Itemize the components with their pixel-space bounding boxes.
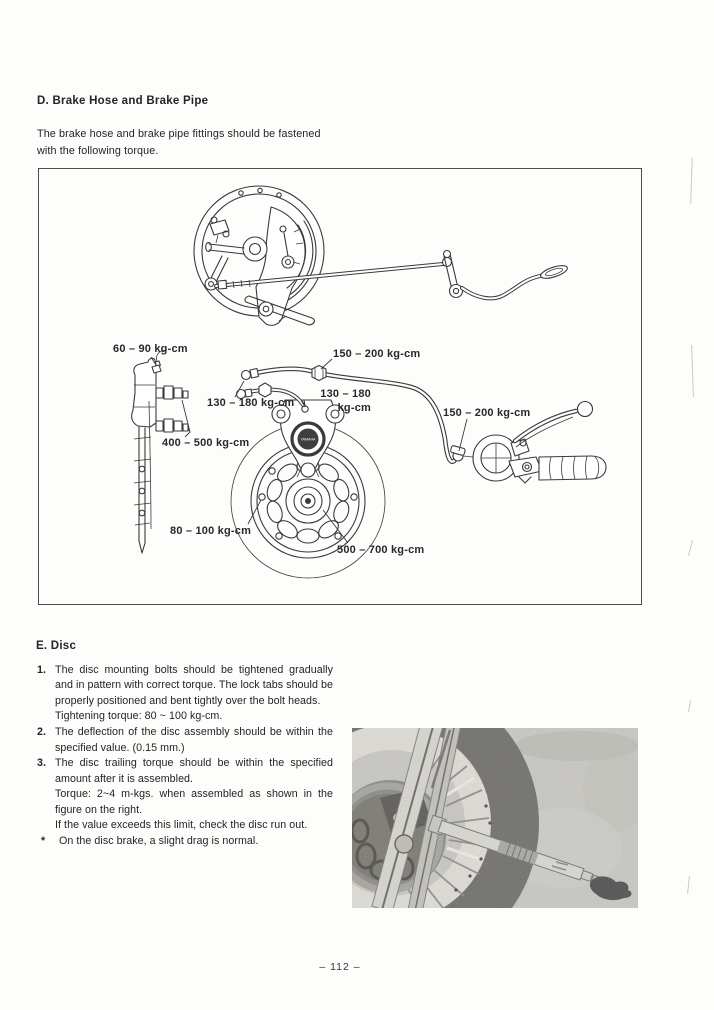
wheel-photo-image	[352, 728, 638, 908]
scan-artifact	[690, 158, 693, 204]
torque-label-hose-upper: 150 – 200 kg-cm	[333, 348, 421, 360]
footnote-text: On the disc brake, a slight drag is normal.	[59, 834, 259, 847]
list-item-1	[37, 663, 333, 725]
torque-label-caliper-hose: 60 – 90 kg-cm	[113, 343, 188, 355]
torque-label-disc-bolt: 80 – 100 kg-cm	[170, 525, 252, 537]
list-item-1-number: 1.	[37, 664, 46, 676]
torque-label-caliper-mount: 400 – 500 kg-cm	[162, 437, 250, 449]
section-e-heading: E. Disc	[36, 640, 77, 652]
torque-label-lever-fitting: 150 – 200 kg-cm	[443, 407, 531, 419]
brake-torque-diagram	[39, 169, 640, 603]
scan-artifact	[688, 540, 693, 556]
fork-badge-text: YAMAHA	[300, 437, 316, 442]
list-item-3	[37, 756, 333, 833]
section-d-body-line-2: with the following torque.	[37, 145, 159, 157]
list-item-3-number: 3.	[37, 757, 46, 770]
section-d-body-line-1: The brake hose and brake pipe fittings should be fastened	[37, 128, 321, 140]
scan-artifact	[688, 700, 691, 712]
rear-drum-brake-drawing	[194, 186, 569, 325]
scan-artifact	[687, 876, 690, 894]
figure-frame	[38, 168, 642, 605]
list-item-2-text: The deflection of the disc assembly should be within the specified value. (0.15 mm.)	[55, 726, 333, 754]
list-item-3-limit: If the value exceeds this limit, check the disc run out.	[55, 819, 308, 832]
list-item-2-number: 2.	[37, 726, 46, 739]
scan-artifact	[691, 345, 694, 397]
list-item-3-torque: Torque: 2~4 m-kgs. when assembled as shown in the figure on the right.	[55, 788, 333, 816]
disc-instruction-list	[37, 663, 333, 850]
section-d-heading: D. Brake Hose and Brake Pipe	[37, 95, 209, 107]
torque-label-axle: 500 – 700 kg-cm	[337, 544, 425, 556]
torque-label-pipe-center	[297, 387, 371, 415]
footnote	[37, 834, 333, 849]
list-item-1-torque: Tightening torque: 80 ~ 100 kg-cm.	[55, 710, 223, 723]
torque-label-pipe-left: 130 – 180 kg-cm	[207, 397, 295, 409]
list-item-1-text: The disc mounting bolts should be tightened gradually and in pattern with correct torque. The lock tabs should be properly positioned and bent tightly over the bolt heads.	[55, 664, 333, 707]
torque-label-pipe-center-line1: 130 – 180	[320, 388, 371, 400]
disc-torque-photo	[352, 728, 638, 908]
torque-label-pipe-center-line2: kg-cm	[337, 402, 371, 414]
list-item-2	[37, 725, 333, 756]
list-item-3-text: The disc trailing torque should be within the specified amount after it is assembled.	[55, 757, 333, 785]
page-number: – 112 –	[319, 961, 361, 973]
footnote-marker: *	[41, 834, 46, 847]
